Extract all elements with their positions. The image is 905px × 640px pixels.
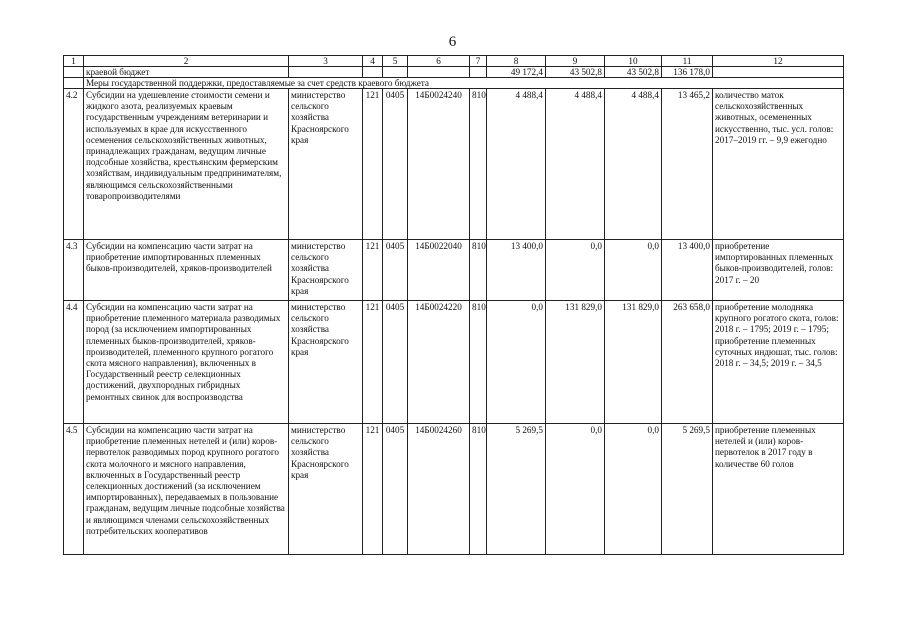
column-number: 1 [64, 56, 84, 67]
column-number: 9 [546, 56, 605, 67]
code-expense-type: 810 [470, 89, 487, 240]
regional-budget-label: краевой бюджет [84, 67, 289, 78]
program-measures-table [63, 55, 844, 555]
expected-result: приобретение племенных нетелей и (или) коров-первотелок в 2017 году в количестве 60 голов [713, 424, 844, 555]
table-row [64, 89, 844, 240]
expected-result: приобретение молодняка крупного рогатого скота, голов: 2018 г. – 1795; 2019 г. – 1795; приобретение племенных суточных индюшат, тыс. голов: 2018 г. – 34,5; 2019 г. – 34,5 [713, 301, 844, 424]
column-number-row [64, 56, 844, 67]
amount-total: 13 400,0 [662, 240, 713, 301]
column-number: 8 [487, 56, 546, 67]
row-number: 4.4 [64, 301, 84, 424]
amount-2019: 0,0 [605, 240, 662, 301]
code-expense-type: 810 [470, 424, 487, 555]
column-number: 7 [470, 56, 487, 67]
amount-2017: 5 269,5 [487, 424, 546, 555]
amount-total: 5 269,5 [662, 424, 713, 555]
regional-budget-row [64, 67, 844, 78]
column-number: 6 [408, 56, 470, 67]
row-number: 4.3 [64, 240, 84, 301]
table-row [64, 424, 844, 555]
code-target: 14Б0024240 [408, 89, 470, 240]
budget-total-col8: 49 172,4 [487, 67, 546, 78]
code-grbs: 121 [363, 301, 383, 424]
amount-total: 263 658,0 [662, 301, 713, 424]
code-target: 14Б0022040 [408, 240, 470, 301]
code-section: 0405 [383, 240, 408, 301]
amount-2019: 0,0 [605, 424, 662, 555]
amount-total: 13 465,2 [662, 89, 713, 240]
budget-total-col10: 43 502,8 [605, 67, 662, 78]
code-grbs: 121 [363, 89, 383, 240]
expected-result: количество маток сельскохозяйственных животных, осемененных искусственно, тыс. усл. голов: 2017–2019 гг. – 9,9 ежегодно [713, 89, 844, 240]
column-number: 2 [84, 56, 289, 67]
amount-2018: 4 488,4 [546, 89, 605, 240]
code-section: 0405 [383, 89, 408, 240]
code-target: 14Б0024220 [408, 301, 470, 424]
table-row [64, 240, 844, 301]
measure-description: Субсидии на компенсацию части затрат на приобретение племенных нетелей и (или) коров-первотелок разводимых пород крупного рогатого скота молочного и мясного направления, включенных в Государственный реестр селекционных достижений (за исключением импортированных), передаваемых в пользование гражданам, ведущим личные подсобные хозяйства и являющимся членами сельскохозяйственных потребительских кооперативов [84, 424, 289, 555]
code-expense-type: 810 [470, 240, 487, 301]
page-number: 6 [448, 34, 457, 50]
row-number: 4.5 [64, 424, 84, 555]
amount-2019: 131 829,0 [605, 301, 662, 424]
row-number: 4.2 [64, 89, 84, 240]
table-row [64, 301, 844, 424]
column-number: 5 [383, 56, 408, 67]
column-number: 11 [662, 56, 713, 67]
responsible-organization: министерство сельского хозяйства Красноярского края [289, 240, 363, 301]
measure-description: Субсидии на компенсацию части затрат на приобретение импортированных племенных быков-производителей, хряков-производителей [84, 240, 289, 301]
code-section: 0405 [383, 301, 408, 424]
code-expense-type: 810 [470, 301, 487, 424]
expected-result: приобретение импортированных племенных быков-производителей, голов: 2017 г. – 20 [713, 240, 844, 301]
amount-2018: 131 829,0 [546, 301, 605, 424]
responsible-organization: министерство сельского хозяйства Красноярского края [289, 89, 363, 240]
section-title: Меры государственной поддержки, предоставляемые за счет средств краевого бюджета [84, 78, 844, 89]
amount-2018: 0,0 [546, 424, 605, 555]
measure-description: Субсидии на удешевление стоимости семени и жидкого азота, реализуемых краевым государственным учреждениям ветеринарии и используемых в крае для искусственного осеменения сельскохозяйственных животных, принадлежащих гражданам, ведущим личные подсобные хозяйства, крестьянским фермерским хозяйствам, индивидуальным предпринимателям, являющимся сельскохозяйственными товаропроизводителями [84, 89, 289, 240]
amount-2017: 0,0 [487, 301, 546, 424]
column-number: 3 [289, 56, 363, 67]
code-grbs: 121 [363, 424, 383, 555]
measure-description: Субсидии на компенсацию части затрат на приобретение племенного материала разводимых пород (за исключением импортированных племенных быков-производителей, хряков-производителей, племенного крупного рогатого скота мясного направления), включенных в Государственный реестр селекционных достижений, двухпородных гибридных ремонтных свинок для воспроизводства [84, 301, 289, 424]
budget-total-col9: 43 502,8 [546, 67, 605, 78]
column-number: 12 [713, 56, 844, 67]
budget-total-col11: 136 178,0 [662, 67, 713, 78]
amount-2019: 4 488,4 [605, 89, 662, 240]
responsible-organization: министерство сельского хозяйства Красноярского края [289, 301, 363, 424]
amount-2018: 0,0 [546, 240, 605, 301]
responsible-organization: министерство сельского хозяйства Красноярского края [289, 424, 363, 555]
code-target: 14Б0024260 [408, 424, 470, 555]
section-title-row [64, 78, 844, 89]
amount-2017: 4 488,4 [487, 89, 546, 240]
column-number: 10 [605, 56, 662, 67]
amount-2017: 13 400,0 [487, 240, 546, 301]
column-number: 4 [363, 56, 383, 67]
code-section: 0405 [383, 424, 408, 555]
code-grbs: 121 [363, 240, 383, 301]
